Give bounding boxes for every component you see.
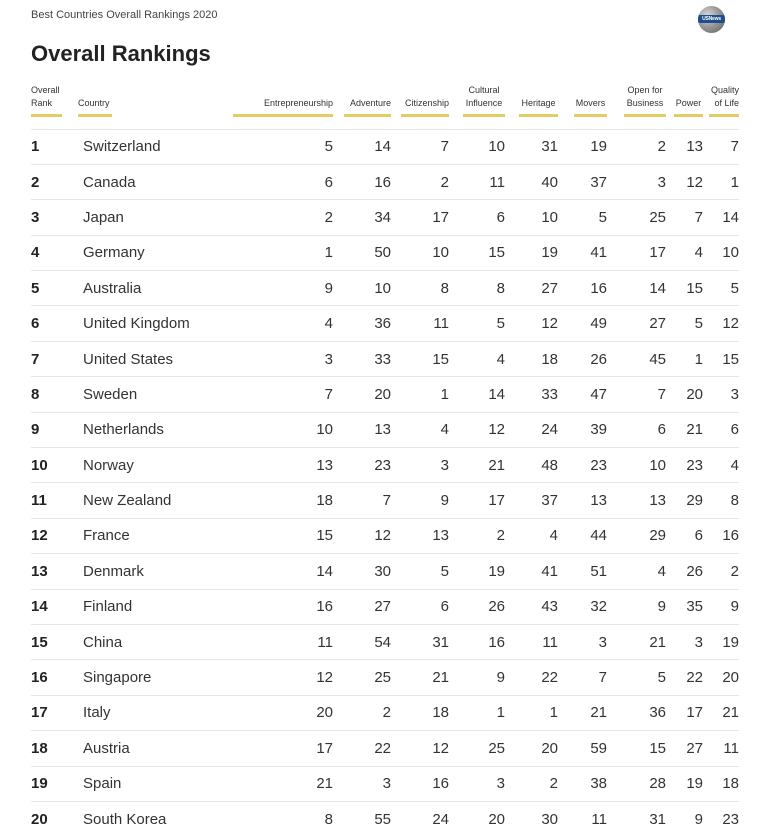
- open-for-business-cell: 27: [649, 315, 666, 333]
- heritage-cell: 24: [541, 421, 558, 439]
- power-cell: 23: [686, 456, 703, 474]
- entrepreneurship-cell: 9: [324, 279, 333, 297]
- power-cell: 21: [686, 421, 703, 439]
- heritage-cell: 37: [541, 492, 558, 510]
- open-for-business-cell: 29: [649, 527, 666, 545]
- country-link[interactable]: Spain: [83, 775, 122, 793]
- heritage-cell: 10: [541, 208, 558, 226]
- table-row[interactable]: [31, 554, 739, 589]
- citizenship-cell: 16: [432, 775, 449, 793]
- rank-cell: 14: [31, 598, 48, 616]
- column-header-adventure[interactable]: Adventure: [333, 84, 391, 119]
- adventure-cell: 3: [382, 775, 391, 793]
- cultural-influence-cell: 5: [496, 315, 505, 333]
- rank-cell: 16: [31, 669, 48, 687]
- cultural-influence-cell: 8: [496, 279, 505, 297]
- table-row[interactable]: [31, 271, 739, 306]
- usnews-logo-text: USNews: [698, 15, 725, 23]
- table-row[interactable]: [31, 448, 739, 483]
- rank-cell: 3: [31, 208, 40, 226]
- citizenship-cell: 7: [440, 138, 449, 156]
- table-row[interactable]: [31, 200, 739, 235]
- movers-cell: 11: [591, 810, 607, 828]
- movers-cell: 23: [590, 456, 607, 474]
- entrepreneurship-cell: 7: [324, 385, 333, 403]
- cultural-influence-cell: 6: [496, 208, 505, 226]
- rank-cell: 17: [31, 704, 48, 722]
- heritage-cell: 22: [541, 669, 558, 687]
- movers-cell: 44: [590, 527, 607, 545]
- adventure-cell: 30: [374, 562, 391, 580]
- citizenship-cell: 5: [440, 562, 449, 580]
- rank-cell: 2: [31, 173, 40, 191]
- open-for-business-cell: 13: [649, 492, 666, 510]
- open-for-business-cell: 2: [657, 138, 666, 156]
- adventure-cell: 33: [374, 350, 391, 368]
- cultural-influence-cell: 11: [489, 173, 505, 191]
- table-row[interactable]: [31, 801, 739, 836]
- adventure-cell: 2: [382, 704, 391, 722]
- table-row[interactable]: [31, 518, 739, 553]
- movers-cell: 3: [598, 633, 607, 651]
- entrepreneurship-cell: 3: [324, 350, 333, 368]
- citizenship-cell: 8: [440, 279, 449, 297]
- country-link[interactable]: South Korea: [83, 810, 167, 828]
- column-header-heritage[interactable]: Heritage: [505, 84, 558, 119]
- page-caption: Best Countries Overall Rankings 2020: [31, 9, 218, 21]
- country-link[interactable]: France: [83, 527, 130, 545]
- adventure-cell: 54: [374, 633, 391, 651]
- table-header: [31, 84, 739, 119]
- column-header-power[interactable]: Power: [666, 84, 703, 119]
- open-for-business-cell: 21: [649, 633, 666, 651]
- table-row[interactable]: [31, 731, 739, 766]
- citizenship-cell: 21: [432, 669, 449, 687]
- open-for-business-cell: 28: [649, 775, 666, 793]
- entrepreneurship-cell: 4: [324, 315, 333, 333]
- power-cell: 20: [686, 385, 703, 403]
- cultural-influence-cell: 19: [488, 562, 505, 580]
- movers-cell: 39: [590, 421, 607, 439]
- adventure-cell: 13: [374, 421, 391, 439]
- citizenship-cell: 4: [440, 421, 449, 439]
- heritage-cell: 43: [541, 598, 558, 616]
- power-cell: 5: [694, 315, 703, 333]
- power-cell: 22: [686, 669, 703, 687]
- adventure-cell: 55: [374, 810, 391, 828]
- open-for-business-cell: 3: [657, 173, 666, 191]
- rank-cell: 15: [31, 633, 48, 651]
- citizenship-cell: 11: [433, 315, 449, 333]
- entrepreneurship-cell: 1: [324, 244, 333, 262]
- movers-cell: 26: [590, 350, 607, 368]
- table-row[interactable]: [31, 589, 739, 624]
- citizenship-cell: 3: [440, 456, 449, 474]
- cultural-influence-cell: 9: [496, 669, 505, 687]
- heritage-cell: 30: [541, 810, 558, 828]
- citizenship-cell: 12: [432, 739, 449, 757]
- entrepreneurship-cell: 10: [316, 421, 333, 439]
- column-header-open-for-business[interactable]: Open for Business: [607, 84, 666, 119]
- open-for-business-cell: 25: [649, 208, 666, 226]
- country-link[interactable]: Netherlands: [83, 421, 164, 439]
- heritage-cell: 1: [549, 704, 558, 722]
- table-row[interactable]: [31, 377, 739, 412]
- entrepreneurship-cell: 8: [324, 810, 333, 828]
- heritage-cell: 20: [541, 739, 558, 757]
- quality-of-life-cell: 8: [730, 492, 739, 510]
- power-cell: 1: [694, 350, 703, 368]
- open-for-business-cell: 15: [649, 739, 666, 757]
- adventure-cell: 7: [382, 492, 391, 510]
- power-cell: 15: [686, 279, 703, 297]
- quality-of-life-cell: 18: [722, 775, 739, 793]
- rank-cell: 4: [31, 244, 40, 262]
- heritage-cell: 33: [541, 385, 558, 403]
- country-link[interactable]: Switzerland: [83, 138, 161, 156]
- cultural-influence-cell: 17: [488, 492, 505, 510]
- column-header-citizenship[interactable]: Citizenship: [391, 84, 449, 119]
- cultural-influence-cell: 25: [488, 739, 505, 757]
- entrepreneurship-cell: 14: [316, 562, 333, 580]
- column-header-quality-of-life[interactable]: Quality of Life: [703, 84, 739, 119]
- movers-cell: 49: [590, 315, 607, 333]
- heritage-cell: 40: [541, 173, 558, 191]
- table-row[interactable]: [31, 483, 739, 518]
- quality-of-life-cell: 1: [730, 173, 739, 191]
- heritage-cell: 11: [542, 633, 558, 651]
- open-for-business-cell: 9: [657, 598, 666, 616]
- column-header-cultural-influence[interactable]: Cultural Influence: [449, 84, 505, 119]
- power-cell: 7: [694, 208, 703, 226]
- movers-cell: 47: [590, 385, 607, 403]
- open-for-business-cell: 14: [649, 279, 666, 297]
- table-row[interactable]: [31, 235, 739, 270]
- cultural-influence-cell: 16: [488, 633, 505, 651]
- power-cell: 3: [694, 633, 703, 651]
- cultural-influence-cell: 20: [488, 810, 505, 828]
- country-link[interactable]: United Kingdom: [83, 315, 190, 333]
- cultural-influence-cell: 1: [496, 704, 505, 722]
- quality-of-life-cell: 12: [722, 315, 739, 333]
- open-for-business-cell: 17: [649, 244, 666, 262]
- cultural-influence-cell: 3: [496, 775, 505, 793]
- power-cell: 29: [686, 492, 703, 510]
- country-link[interactable]: Austria: [83, 739, 130, 757]
- citizenship-cell: 13: [432, 527, 449, 545]
- country-link[interactable]: Singapore: [83, 669, 152, 687]
- usnews-logo[interactable]: [698, 6, 725, 33]
- movers-cell: 13: [590, 492, 607, 510]
- power-cell: 12: [686, 173, 703, 191]
- country-link[interactable]: Italy: [83, 704, 111, 722]
- country-link[interactable]: Germany: [83, 244, 145, 262]
- power-cell: 19: [686, 775, 703, 793]
- power-cell: 4: [694, 244, 703, 262]
- open-for-business-cell: 10: [649, 456, 666, 474]
- country-link[interactable]: Denmark: [83, 562, 144, 580]
- rankings-table: [31, 84, 739, 837]
- citizenship-cell: 2: [440, 173, 449, 191]
- heritage-cell: 12: [541, 315, 558, 333]
- quality-of-life-cell: 2: [730, 562, 739, 580]
- adventure-cell: 25: [374, 669, 391, 687]
- movers-cell: 16: [590, 279, 607, 297]
- country-link[interactable]: Japan: [83, 208, 124, 226]
- movers-cell: 41: [590, 244, 607, 262]
- citizenship-cell: 18: [432, 704, 449, 722]
- adventure-cell: 20: [374, 385, 391, 403]
- power-cell: 6: [694, 527, 703, 545]
- adventure-cell: 14: [374, 138, 391, 156]
- quality-of-life-cell: 5: [730, 279, 739, 297]
- heritage-cell: 48: [541, 456, 558, 474]
- citizenship-cell: 17: [432, 208, 449, 226]
- entrepreneurship-cell: 17: [316, 739, 333, 757]
- adventure-cell: 22: [374, 739, 391, 757]
- entrepreneurship-cell: 13: [316, 456, 333, 474]
- cultural-influence-cell: 15: [488, 244, 505, 262]
- country-link[interactable]: Canada: [83, 173, 136, 191]
- open-for-business-cell: 31: [649, 810, 666, 828]
- movers-cell: 38: [590, 775, 607, 793]
- rank-cell: 6: [31, 315, 40, 333]
- entrepreneurship-cell: 20: [316, 704, 333, 722]
- quality-of-life-cell: 15: [722, 350, 739, 368]
- table-row[interactable]: [31, 306, 739, 341]
- cultural-influence-cell: 4: [496, 350, 505, 368]
- movers-cell: 21: [590, 704, 607, 722]
- entrepreneurship-cell: 2: [324, 208, 333, 226]
- adventure-cell: 50: [374, 244, 391, 262]
- quality-of-life-cell: 10: [722, 244, 739, 262]
- rank-cell: 11: [31, 492, 47, 510]
- quality-of-life-cell: 11: [723, 739, 739, 757]
- cultural-influence-cell: 26: [488, 598, 505, 616]
- entrepreneurship-cell: 6: [324, 173, 333, 191]
- country-link[interactable]: Sweden: [83, 385, 138, 403]
- table-row[interactable]: [31, 341, 739, 376]
- movers-cell: 51: [590, 562, 607, 580]
- quality-of-life-cell: 19: [722, 633, 739, 651]
- rank-cell: 18: [31, 739, 48, 757]
- entrepreneurship-cell: 5: [324, 138, 333, 156]
- cultural-influence-cell: 10: [488, 138, 505, 156]
- quality-of-life-cell: 7: [730, 138, 739, 156]
- power-cell: 17: [686, 704, 703, 722]
- quality-of-life-cell: 21: [722, 704, 739, 722]
- open-for-business-cell: 7: [657, 385, 666, 403]
- rank-cell: 19: [31, 775, 48, 793]
- adventure-cell: 34: [374, 208, 391, 226]
- rank-cell: 1: [31, 138, 40, 156]
- rank-cell: 7: [31, 350, 40, 368]
- quality-of-life-cell: 14: [722, 208, 739, 226]
- table-row[interactable]: [31, 412, 739, 447]
- heritage-cell: 31: [541, 138, 558, 156]
- rank-cell: 9: [31, 421, 40, 439]
- rank-cell: 20: [31, 810, 48, 828]
- open-for-business-cell: 45: [649, 350, 666, 368]
- citizenship-cell: 31: [432, 633, 449, 651]
- table-row[interactable]: [31, 766, 739, 801]
- quality-of-life-cell: 9: [730, 598, 739, 616]
- quality-of-life-cell: 20: [722, 669, 739, 687]
- entrepreneurship-cell: 18: [316, 492, 333, 510]
- cultural-influence-cell: 14: [488, 385, 505, 403]
- power-cell: 27: [686, 739, 703, 757]
- country-link[interactable]: China: [83, 633, 123, 651]
- quality-of-life-cell: 4: [730, 456, 739, 474]
- cultural-influence-cell: 2: [496, 527, 505, 545]
- table-body: [31, 119, 739, 837]
- citizenship-cell: 24: [432, 810, 449, 828]
- quality-of-life-cell: 6: [730, 421, 739, 439]
- country-link[interactable]: United States: [83, 350, 174, 368]
- power-cell: 13: [686, 138, 703, 156]
- entrepreneurship-cell: 21: [316, 775, 333, 793]
- heritage-cell: 19: [541, 244, 558, 262]
- movers-cell: 5: [598, 208, 607, 226]
- column-header-overall-rank[interactable]: Overall Rank: [31, 84, 77, 119]
- entrepreneurship-cell: 15: [316, 527, 333, 545]
- heritage-cell: 27: [541, 279, 558, 297]
- page-title: Overall Rankings: [31, 41, 211, 66]
- header-spacer: [31, 119, 739, 129]
- open-for-business-cell: 6: [657, 421, 666, 439]
- cultural-influence-cell: 12: [488, 421, 505, 439]
- adventure-cell: 36: [374, 315, 391, 333]
- adventure-cell: 10: [374, 279, 391, 297]
- movers-cell: 32: [590, 598, 607, 616]
- citizenship-cell: 10: [432, 244, 449, 262]
- rank-cell: 12: [31, 527, 48, 545]
- table-row[interactable]: [31, 695, 739, 730]
- movers-cell: 7: [598, 669, 607, 687]
- rank-cell: 8: [31, 385, 40, 403]
- open-for-business-cell: 4: [657, 562, 666, 580]
- movers-cell: 19: [590, 138, 607, 156]
- citizenship-cell: 15: [432, 350, 449, 368]
- movers-cell: 37: [590, 173, 607, 191]
- power-cell: 26: [686, 562, 703, 580]
- adventure-cell: 23: [374, 456, 391, 474]
- rank-cell: 10: [31, 456, 48, 474]
- power-cell: 9: [694, 810, 703, 828]
- heritage-cell: 4: [549, 527, 558, 545]
- quality-of-life-cell: 3: [730, 385, 739, 403]
- column-header-entrepreneurship[interactable]: Entrepreneurship: [228, 84, 333, 119]
- adventure-cell: 16: [374, 173, 391, 191]
- table-row[interactable]: [31, 660, 739, 695]
- open-for-business-cell: 36: [649, 704, 666, 722]
- power-cell: 35: [686, 598, 703, 616]
- table-row[interactable]: [31, 164, 739, 199]
- cultural-influence-cell: 21: [488, 456, 505, 474]
- citizenship-cell: 1: [440, 385, 449, 403]
- movers-cell: 59: [590, 739, 607, 757]
- country-link[interactable]: Finland: [83, 598, 133, 616]
- country-link[interactable]: New Zealand: [83, 492, 172, 510]
- country-link[interactable]: Norway: [83, 456, 134, 474]
- heritage-cell: 41: [541, 562, 558, 580]
- column-header-country[interactable]: Country: [77, 84, 228, 119]
- entrepreneurship-cell: 12: [316, 669, 333, 687]
- heritage-cell: 18: [541, 350, 558, 368]
- rank-cell: 13: [31, 562, 48, 580]
- citizenship-cell: 9: [440, 492, 449, 510]
- adventure-cell: 12: [374, 527, 391, 545]
- entrepreneurship-cell: 16: [316, 598, 333, 616]
- table-row[interactable]: [31, 129, 739, 164]
- column-header-movers[interactable]: Movers: [558, 84, 607, 119]
- country-link[interactable]: Australia: [83, 279, 142, 297]
- heritage-cell: 2: [549, 775, 558, 793]
- quality-of-life-cell: 16: [722, 527, 739, 545]
- table-row[interactable]: [31, 624, 739, 659]
- quality-of-life-cell: 23: [722, 810, 739, 828]
- entrepreneurship-cell: 11: [317, 633, 333, 651]
- rank-cell: 5: [31, 279, 40, 297]
- citizenship-cell: 6: [440, 598, 449, 616]
- adventure-cell: 27: [374, 598, 391, 616]
- open-for-business-cell: 5: [657, 669, 666, 687]
